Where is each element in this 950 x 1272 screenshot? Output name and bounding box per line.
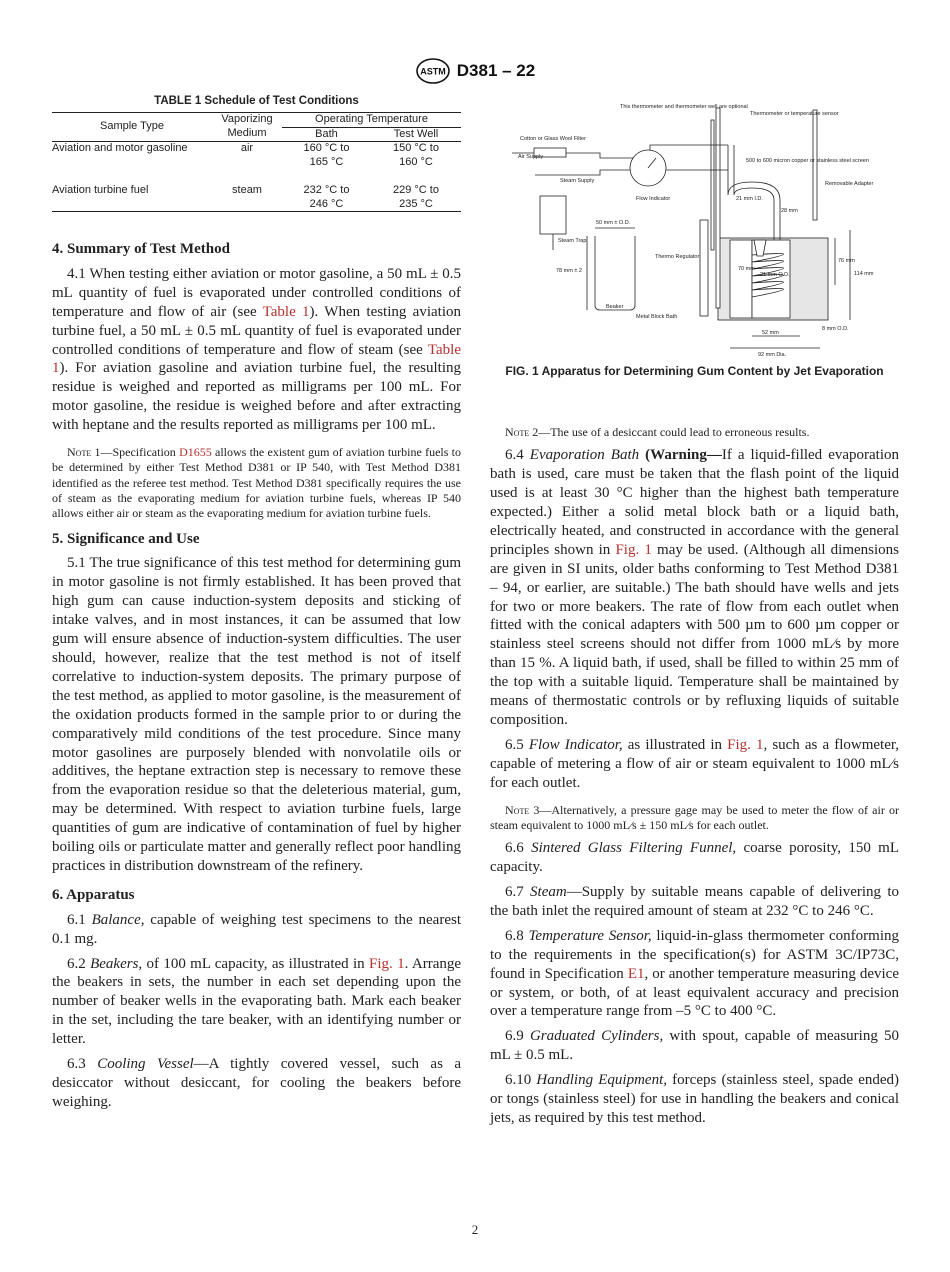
cell-test-well	[371, 169, 461, 212]
cell-medium: air	[240, 142, 254, 154]
cell-bath	[282, 142, 371, 170]
label-bath: Metal Block Bath	[636, 314, 678, 320]
d1655-link[interactable]: D1655	[179, 445, 212, 460]
thermometer-optional	[716, 108, 720, 308]
label-flow: Flow Indicator	[636, 196, 671, 202]
cell-well-line2: 160 °C	[399, 155, 433, 168]
th-test-well: Test Well	[393, 127, 439, 140]
para-6-9: 6.9 Graduated Cylinders, with spout, capable of measuring 50 mL ± 0.5 mL.	[490, 1028, 900, 1064]
para-6-2: 6.2 Beakers, of 100 mL capacity, as illustrated in Fig. 1. Arrange the beakers in sets, the number in each set depending upon the number of beaker wells in the evaporating bath. Mark each beaker in the set, including the tare beaker, with an identifying number or letter.	[52, 955, 462, 1048]
table1	[52, 112, 461, 212]
para-6-1: 6.1 Balance, capable of weighing test specimens to the nearest 0.1 mg.	[52, 911, 461, 947]
table1-link[interactable]: Table 1	[262, 303, 310, 320]
table1-link[interactable]: Table 1	[52, 341, 461, 377]
cell-well-line1: 150 °C to	[393, 142, 439, 154]
section-6-title: 6. Apparatus	[52, 886, 135, 903]
label-78mm: 78 mm ± 2	[556, 268, 582, 274]
cell-bath-line2: 246 °C	[309, 197, 344, 210]
th-medium: Medium	[227, 127, 267, 140]
astm-logo-text: ASTM	[420, 66, 446, 77]
label-thermo-sensor: Thermometer or temperature sensor	[750, 111, 839, 117]
label-od8: 8 mm O.D.	[822, 326, 849, 332]
figure-1-diagram	[490, 100, 899, 358]
label-air: Air Supply	[518, 154, 544, 160]
label-regulator: Thermo Regulator	[655, 254, 700, 260]
para-5-1: 5.1 The true significance of this test method for determining gum in motor gasoline is not firmly established. It has been proved that high gum can cause induction-system deposits and sticking of intake valves, and in most instances, it can be assumed that low gum will ensure absence of induction-system difficulties. The user should, however, realize that the test method is not of itself correlative to induction-system deposits. The primary purpose of the test method, as applied to motor gasoline, is the measurement of the oxidation products formed in the sample prior to or during the comparatively mild conditions of the test procedure. Since many motor gasolines are purposely blended with nonvolatile oils or additives, the heptane extraction step is necessary to remove these from the evaporation residue so that the deleterious material, gum, may be determined. With respect to aviation turbine fuels, large quantities of gum are indicative of contamination of fuel by higher boiling oils or particulate matter and generally reflect poor handling practices in distribution downstream of the refinery.	[52, 555, 461, 874]
label-52mm: 52 mm	[762, 330, 779, 336]
cell-sample-type: Aviation turbine fuel	[52, 184, 149, 196]
th-vaporizing: Vaporizing	[221, 113, 273, 126]
label-optional: This thermometer and thermometer well are optional	[620, 104, 748, 110]
cell-well-line2: 235 °C	[399, 197, 433, 210]
label-28mm: 28 mm	[781, 208, 798, 214]
th-bath: Bath	[315, 127, 338, 140]
label-beaker: Beaker	[606, 304, 624, 310]
label-screen: 500 to 600 micron copper or stainless steel screen	[746, 158, 869, 164]
table-row	[52, 169, 461, 212]
table-row	[52, 142, 461, 170]
note-3: Note 3—Alternatively, a pressure gage may be used to meter the flow of air or steam equivalent to 1000 mL⁄s ± 150 mL⁄s for each outlet.	[490, 802, 899, 832]
thermo-regulator	[700, 220, 708, 316]
document-code: D381 – 22	[456, 61, 536, 80]
label-od50: 50 mm ± O.D.	[596, 220, 631, 226]
cell-bath-line1: 232 °C to	[303, 184, 350, 196]
page-header	[0, 58, 950, 89]
fig1-link[interactable]: Fig. 1	[369, 955, 405, 972]
thermometer-well	[711, 120, 714, 250]
label-id21: 21 mm I.D.	[736, 196, 763, 202]
section-4-title: 4. Summary of Test Method	[52, 241, 230, 257]
label-dia92: 92 mm Dia.	[758, 352, 787, 358]
fig1-link[interactable]: Fig. 1	[727, 736, 764, 753]
para-6-5: 6.5 Flow Indicator, as illustrated in Fig. 1, such as a flowmeter, capable of metering a flow of air or steam equivalent to 1000 mL⁄s for each outlet.	[490, 736, 899, 791]
e1-link[interactable]: E1	[627, 965, 645, 982]
th-sample-type: Sample Type	[52, 113, 212, 142]
label-cotton: Cotton or Glass Wool Filter	[520, 136, 586, 142]
label-trap: Steam Trap	[558, 238, 587, 244]
para-6-10: 6.10 Handling Equipment, forceps (stainless steel, spade ended) or tongs (stainless steel) for use in handling the beakers and conical jets, as required by this test method.	[490, 1072, 900, 1126]
para-6-6: 6.6 Sintered Glass Filtering Funnel, coarse porosity, 150 mL capacity.	[490, 840, 899, 876]
table1-caption: TABLE 1 Schedule of Test Conditions	[154, 95, 359, 107]
th-operating-temperature: Operating Temperature	[282, 113, 461, 128]
well-left	[730, 240, 752, 318]
label-adapter: Removable Adapter	[825, 181, 874, 187]
thermometer-sensor	[813, 110, 817, 220]
cell-sample-type: Aviation and motor gasoline	[52, 142, 188, 154]
cell-bath	[282, 169, 371, 212]
fig1-link[interactable]: Fig. 1	[615, 541, 652, 558]
section-5-title: 5. Significance and Use	[52, 530, 200, 547]
label-76mm: 76 mm	[838, 258, 855, 264]
label-114mm: 114 mm	[854, 271, 874, 277]
label-od21: 21 mm O.D.	[760, 272, 790, 278]
para-6-8: 6.8 Temperature Sensor, liquid-in-glass thermometer conforming to the requirements in the specification(s) for ASTM 3C/IP73C, found in Specification E1, or another temperature measuring device or system, or both, of at least equivalent accuracy and precision over a temperature range from –5 °C to 400 °C.	[490, 927, 900, 1020]
para-4-1: 4.1 When testing either aviation or motor gasoline, a 50 mL ± 0.5 mL quantity of fuel is evaporated under controlled conditions of temperature and flow of air (see Table 1). When testing aviation turbine fuel, a 50 mL ± 0.5 mL quantity of fuel is evaporated under controlled conditions of temperature and flow of steam (see Table 1). For aviation gasoline and aviation turbine fuel, the resulting residue is weighed and reported as milligrams per 100 mL. For motor gasoline, the residue is weighed before and after extracting with heptane and the results reported as milligrams per 100 mL.	[52, 265, 461, 434]
para-6-7: 6.7 Steam—Supply by suitable means capable of delivering to the bath inlet the required amount of steam at 232 °C to 246 °C.	[490, 884, 900, 919]
steam-trap	[540, 196, 566, 234]
cell-test-well	[371, 142, 461, 170]
page-number: 2	[471, 1222, 479, 1237]
left-column	[52, 92, 461, 1112]
astm-logo-icon	[415, 58, 451, 84]
beaker	[595, 236, 635, 310]
cell-bath-line1: 160 °C to	[303, 142, 350, 154]
figure-1-caption: FIG. 1 Apparatus for Determining Gum Content by Jet Evaporation	[505, 364, 884, 378]
label-70mm: 70 mm	[738, 266, 755, 272]
para-6-4: 6.4 Evaporation Bath (Warning—If a liquid-filled evaporation bath is used, care must be taken that the flash point of the liquid used is at least 30 °C higher than the highest bath temperature expected.) Either a solid metal block bath or a liquid bath, electrically heated, and constructed in accordance with the general principles shown in Fig. 1 may be used. (Although all dimensions are given in SI units, older baths conforming to Test Method D381 – 94, or earlier, are suitable.) The bath should have wells and jets for two or more beakers. The rate of flow from each outlet when fitted with the conical adapters with 500 µm to 600 µm copper or stainless steel screens should not differ from 1000 mL⁄s by more than 15 %. A liquid bath, if used, shall be filled to within 25 mm of the top with a suitable liquid. Temperature shall be maintained by means of thermostatic controls or by refluxing liquids of suitable composition.	[490, 447, 900, 728]
note-2: Note 2—The use of a desiccant could lead to erroneous results.	[505, 425, 810, 439]
note-1: Note 1—Specification D1655 allows the existent gum of aviation turbine fuels to be determined by either Test Method D381 or IP 540, with Test Method D381 identified as the referee test method. Test Method D381 specifically requires the use of steam as the evaporating medium for aviation turbine fuels, whereas IP 540 allows either air or steam as the evaporating medium for aviation turbine fuels.	[52, 445, 462, 521]
cell-medium: steam	[232, 184, 262, 196]
cell-bath-line2: 165 °C	[309, 155, 344, 168]
para-6-3: 6.3 Cooling Vessel—A tightly covered vessel, such as a desiccator without desiccant, for cooling the beakers before weighing.	[52, 1056, 462, 1110]
cell-well-line1: 229 °C to	[393, 184, 439, 196]
right-column	[490, 100, 899, 1128]
label-steam: Steam Supply	[560, 178, 595, 184]
